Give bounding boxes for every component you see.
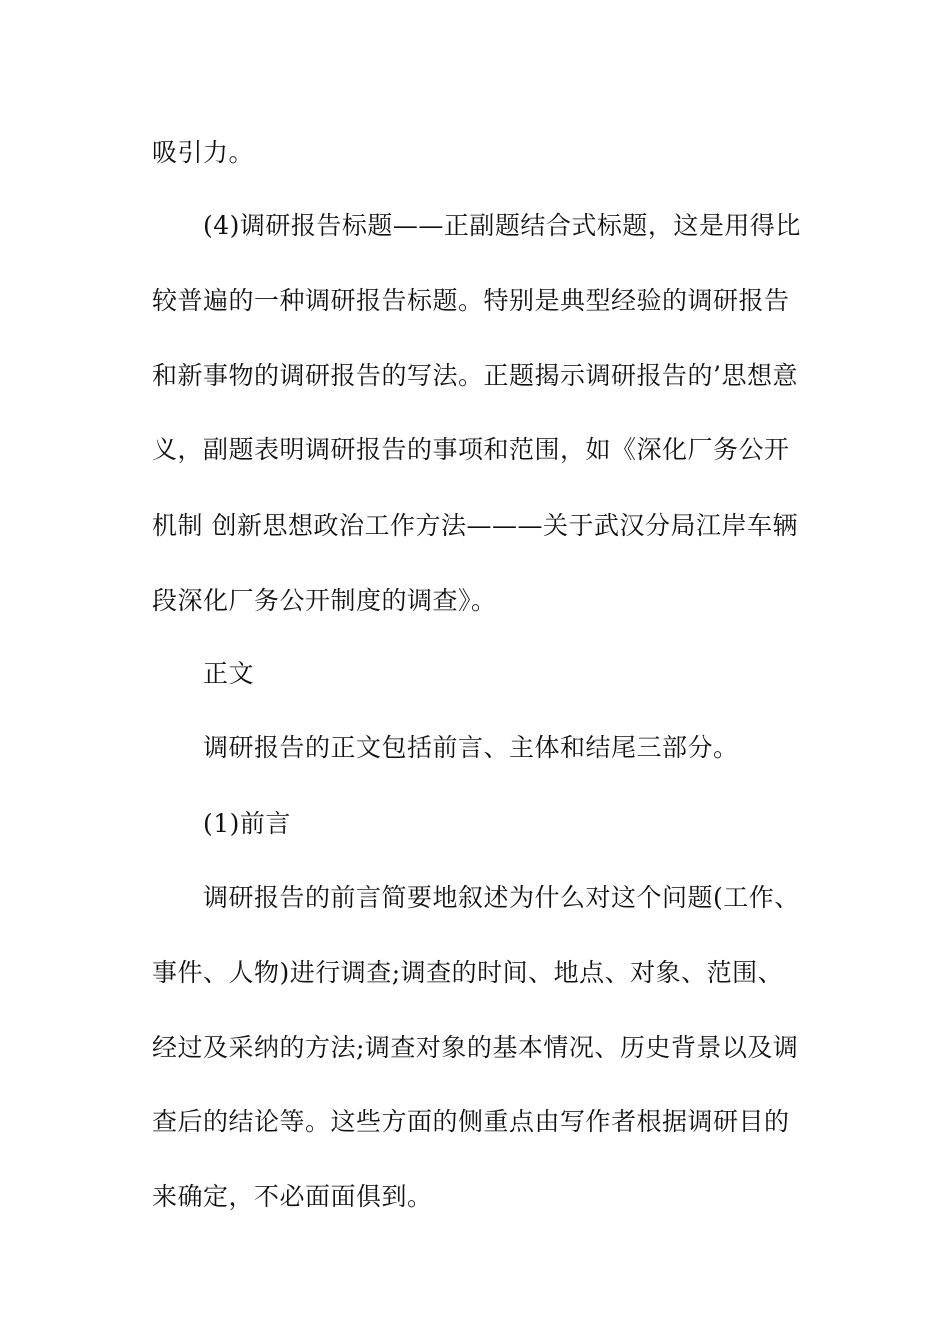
text-line-13: 经过及采纳的方法;调查对象的基本情况、历史背景以及调 <box>152 1033 799 1062</box>
text-line-5: 义，副题表明调研报告的事项和范围，如《深化厂务公开 <box>152 435 790 464</box>
text-line-4: 和新事物的调研报告的写法。正题揭示调研报告的’思想意 <box>152 361 798 390</box>
text-line-11: 调研报告的前言简要地叙述为什么对这个问题(工作、 <box>203 883 800 912</box>
text-line-15: 来确定，不必面面俱到。 <box>152 1182 433 1211</box>
text-line-2: (4)调研报告标题——正副题结合式标题，这是用得比 <box>203 211 801 240</box>
text-line-12: 事件、人物)进行调查;调查的时间、地点、对象、范围、 <box>152 958 784 987</box>
text-line-9: 调研报告的正文包括前言、主体和结尾三部分。 <box>203 733 739 762</box>
text-line-3: 较普遍的一种调研报告标题。特别是典型经验的调研报告 <box>152 286 790 315</box>
section-heading: 正文 <box>203 659 255 688</box>
text-line-6: 机制 创新思想政治工作方法———关于武汉分局江岸车辆 <box>152 511 798 540</box>
text-line-14: 查后的结论等。这些方面的侧重点由写作者根据调研目的 <box>152 1107 790 1136</box>
subsection-heading: (1)前言 <box>203 809 291 838</box>
text-line-1: 吸引力。 <box>152 138 255 167</box>
text-line-7: 段深化厂务公开制度的调查》。 <box>152 586 497 615</box>
